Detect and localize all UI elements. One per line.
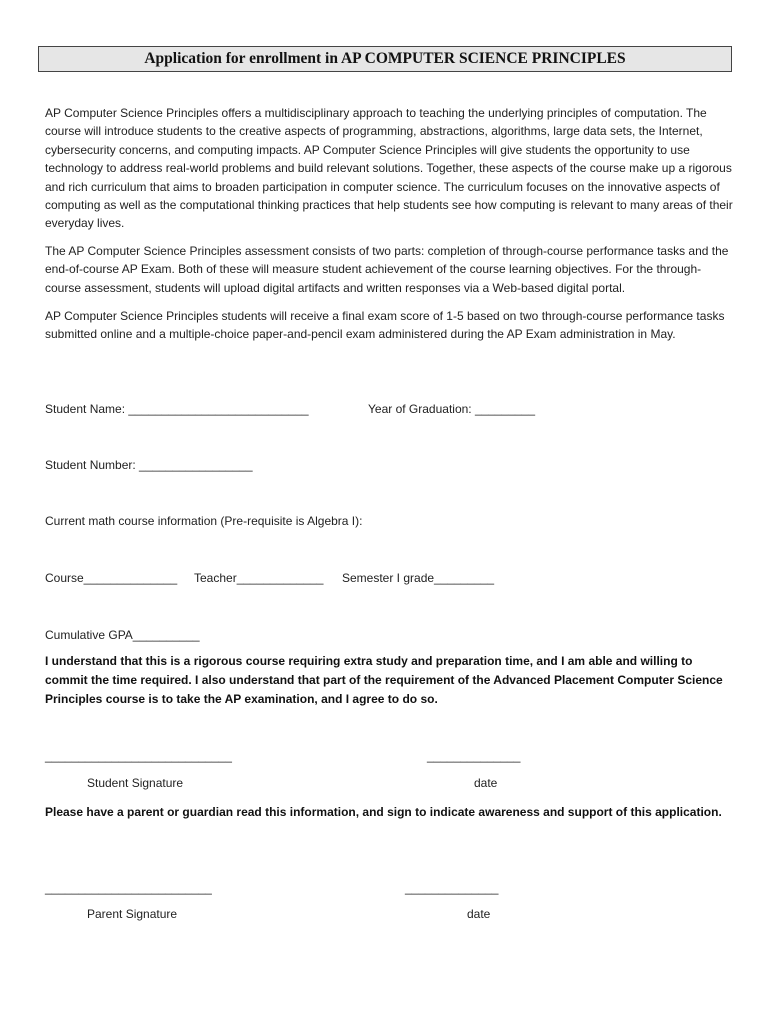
parent-signature-label: Parent Signature [87, 907, 178, 921]
document-title: Application for enrollment in AP COMPUTER SCIENCE PRINCIPLES [38, 46, 732, 72]
student-number-field[interactable]: Student Number: _________________ [45, 458, 253, 472]
intro-paragraph-3: AP Computer Science Principles students will receive a final exam score of 1-5 based on two through-course performance tasks submitted online and a multiple-choice paper-and-pencil exam administered during the AP Exam administration in May. [45, 309, 725, 342]
parent-date-line[interactable]: ______________ [405, 881, 499, 895]
teacher-field[interactable]: Teacher_____________ [194, 571, 324, 585]
student-signature-label: Student Signature [87, 776, 184, 790]
math-course-info-label: Current math course information (Pre-requisite is Algebra I): [45, 514, 363, 528]
student-name-field[interactable]: Student Name: ___________________________ [45, 402, 309, 416]
semester-grade-field[interactable]: Semester I grade_________ [342, 571, 495, 585]
parent-note: Please have a parent or guardian read this information, and sign to indicate awareness and support of this application. [45, 805, 722, 819]
parent-signature-line[interactable]: _________________________ [45, 881, 212, 895]
agreement-statement: I understand that this is a rigorous course requiring extra study and preparation time, and I am able and willing to commit the time required. I also understand that part of the requirement of the Advanced Placement Computer Science Principles course is to take the AP examination, and I agree to do so. [45, 654, 723, 706]
intro-paragraph-2: The AP Computer Science Principles assessment consists of two parts: completion of through-course performance tasks and the end-of-course AP Exam. Both of these will measure student achievement of the course learning objectives. For the through-course assessment, students will upload digital artifacts and written responses via a Web-based digital portal. [45, 244, 729, 295]
parent-date-label: date [467, 907, 491, 921]
course-field[interactable]: Course______________ [45, 571, 178, 585]
student-date-line[interactable]: ______________ [427, 749, 521, 763]
year-of-graduation-field[interactable]: Year of Graduation: _________ [368, 402, 536, 416]
cumulative-gpa-field[interactable]: Cumulative GPA__________ [45, 628, 200, 642]
intro-paragraph-1: AP Computer Science Principles offers a multidisciplinary approach to teaching the underlying principles of computation. The course will introduce students to the creative aspects of programming, abstractions, algorithms, large data sets, the Internet, cybersecurity concerns, and computing impacts. AP Computer Science Principles will give students the opportunity to use technology to address real-world problems and build relevant solutions. Together, these aspects of the course make up a rigorous and rich curriculum that aims to broaden participation in computer science. The curriculum focuses on the innovative aspects of computing as well as the computational thinking practices that help students see how computing is relevant to many areas of their everyday lives. [45, 106, 733, 231]
student-date-label: date [474, 776, 498, 790]
student-signature-line[interactable]: ____________________________ [45, 749, 232, 763]
